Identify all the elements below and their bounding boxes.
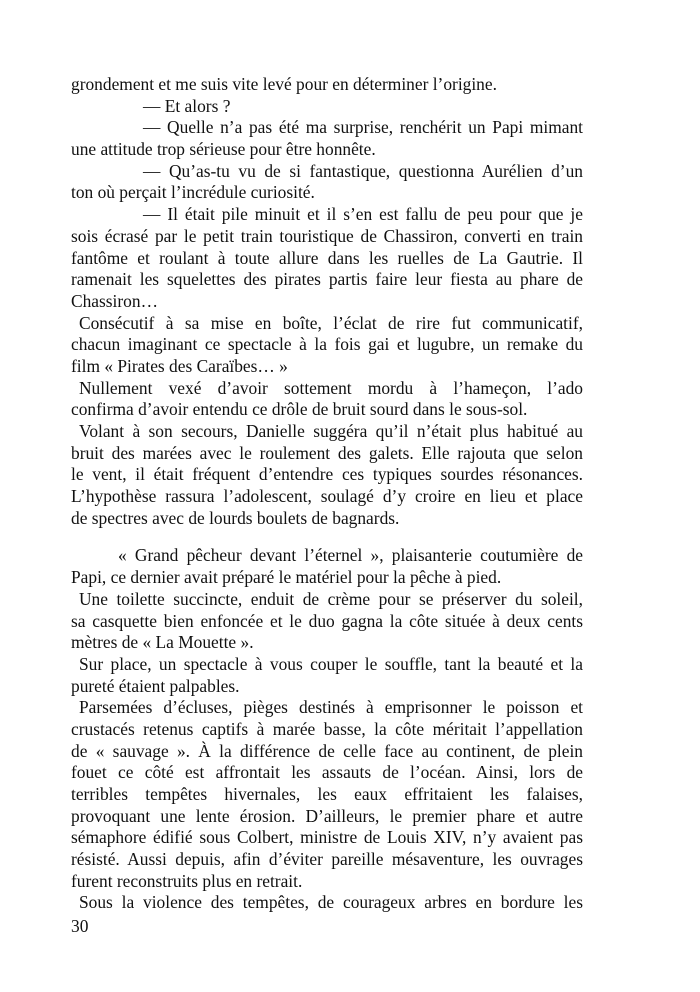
text-line: film « Pirates des Caraïbes… » [71, 355, 288, 376]
text-line: — Et alors ? [143, 95, 231, 116]
paragraph [71, 697, 583, 892]
text-line: sémaphore édifié sous Colbert, ministre de Louis XIV, n’y avaient pas [71, 827, 583, 848]
text-line: Parsemées d’écluses, pièges destinés à emprisonner le poisson et [79, 697, 583, 718]
text-line: sois écrasé par le petit train touristique de Chassiron, converti en train [71, 225, 583, 246]
paragraph-gap [71, 529, 583, 545]
paragraph [71, 74, 583, 96]
text-line: fouet ce côté est affrontait les assauts de l’océan. Ainsi, lors de [71, 762, 583, 783]
paragraph [71, 204, 583, 312]
page-body [71, 74, 583, 914]
text-line: une attitude trop sérieuse pour être honnête. [71, 139, 376, 160]
text-line: ton où perçait l’incrédule curiosité. [71, 182, 315, 203]
text-line: L’hypothèse rassura l’adolescent, soulagé d’y croire en lieu et place [71, 486, 583, 507]
text-line: Une toilette succincte, enduit de crème pour se préserver du soleil, [79, 588, 583, 609]
text-line: fantôme et roulant à toute allure dans les ruelles de La Gautrie. Il [71, 247, 583, 268]
text-line: — Il était pile minuit et il s’en est fallu de peu pour que je [143, 204, 583, 225]
text-line: chacun imaginant ce spectacle à la fois gai et lugubre, un remake du [71, 334, 583, 355]
paragraph [71, 378, 583, 421]
text-line: confirma d’avoir entendu ce drôle de bruit sourd dans le sous-sol. [71, 399, 528, 420]
text-line: Consécutif à sa mise en boîte, l’éclat de rire fut communicatif, [79, 312, 583, 333]
text-line: grondement et me suis vite levé pour en déterminer l’origine. [71, 74, 497, 94]
text-line: mètres de « La Mouette ». [71, 632, 254, 653]
text-line: bruit des marées avec le roulement des galets. Elle rajouta que selon [71, 442, 583, 463]
paragraph [71, 892, 583, 914]
text-line: terribles tempêtes hivernales, les eaux effritaient les falaises, [71, 784, 583, 804]
paragraph [71, 545, 583, 588]
text-line: résisté. Aussi depuis, afin d’éviter pareille mésaventure, les ouvrages [71, 849, 583, 870]
text-line: Nullement vexé d’avoir sottement mordu à l’hameçon, l’ado [79, 377, 583, 398]
text-line: de spectres avec de lourds boulets de bagnards. [71, 507, 400, 528]
text-line: sa casquette bien enfoncée et le duo gagna la côte située à deux cents [71, 610, 583, 631]
text-line: Papi, ce dernier avait préparé le matériel pour la pêche à pied. [71, 567, 502, 588]
paragraph [71, 96, 583, 118]
paragraph [71, 161, 583, 204]
text-line: provoquant une lente érosion. D’ailleurs, le premier phare et autre [71, 805, 583, 826]
text-line: furent reconstruits plus en retrait. [71, 870, 303, 891]
text-line: le vent, il était fréquent d’entendre ces typiques sourdes résonances. [71, 464, 583, 485]
text-line: — Qu’as-tu vu de si fantastique, questionna Aurélien d’un [143, 160, 583, 181]
text-line: crustacés retenus captifs à marée basse, la côte méritait l’appellation [71, 718, 583, 739]
text-line: de « sauvage ». À la différence de celle face au continent, de plein [71, 740, 583, 761]
text-line: pureté étaient palpables. [71, 675, 240, 696]
text-line: « Grand pêcheur devant l’éternel », plaisanterie coutumière de [118, 545, 583, 566]
text-line: Volant à son secours, Danielle suggéra qu’il n’était plus habitué au [79, 421, 583, 441]
text-line: — Quelle n’a pas été ma surprise, renchérit un Papi mimant [143, 117, 583, 138]
page-number: 30 [71, 916, 89, 936]
paragraph [71, 654, 583, 697]
paragraph [71, 421, 583, 529]
text-line: Sous la violence des tempêtes, de courageux arbres en bordure les [79, 892, 583, 913]
paragraph [71, 589, 583, 654]
text-line: Sur place, un spectacle à vous couper le souffle, tant la beauté et la [79, 653, 583, 674]
text-line: Chassiron… [71, 290, 158, 311]
paragraph [71, 117, 583, 160]
paragraph [71, 313, 583, 378]
text-line: ramenait les squelettes des pirates partis faire leur fiesta au phare de [71, 269, 583, 290]
